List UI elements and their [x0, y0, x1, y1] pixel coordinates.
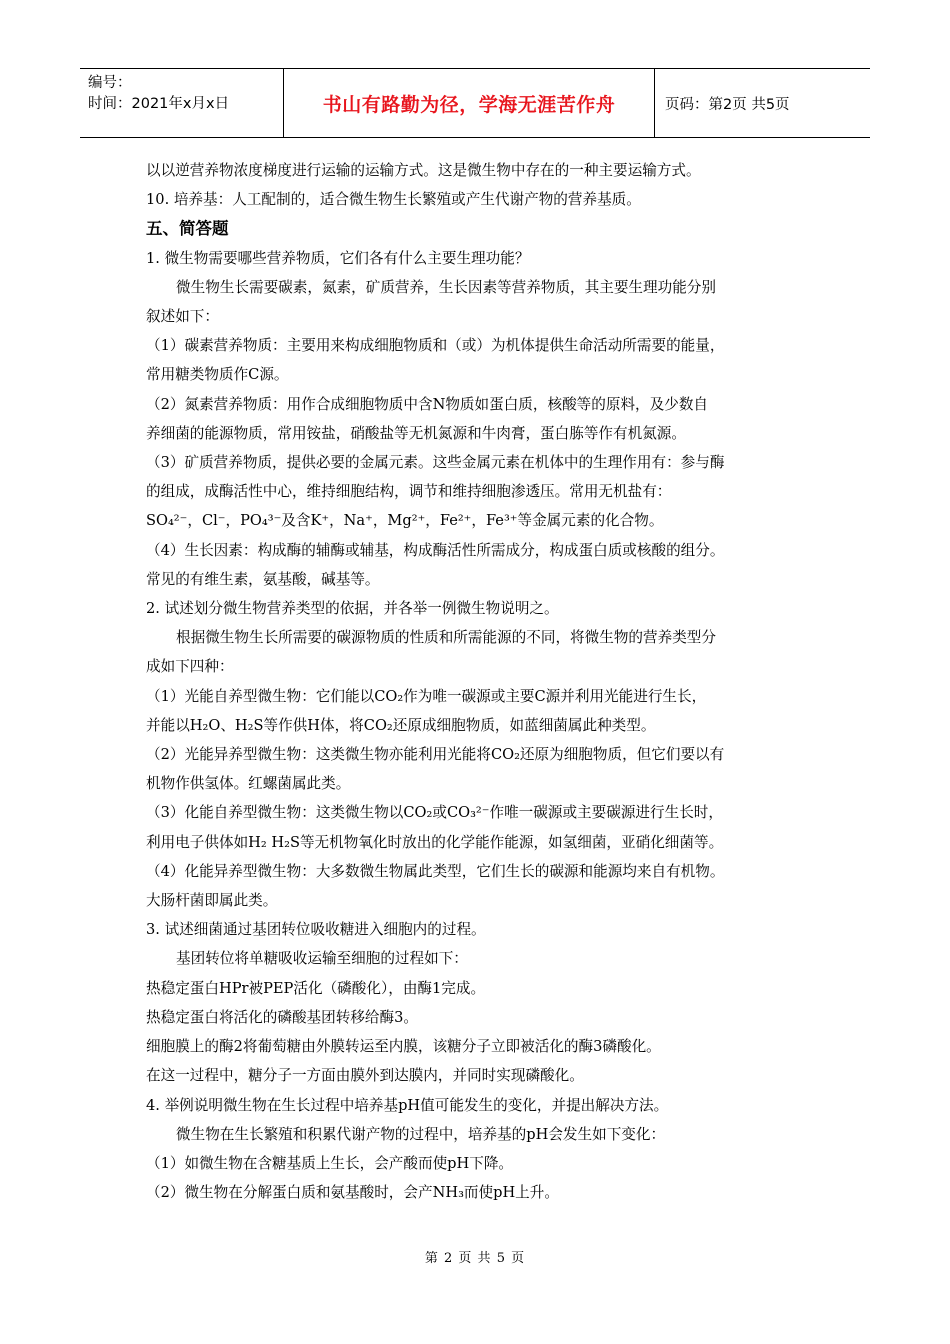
time-label: 时间：2021年x月x日 [88, 96, 230, 112]
text-line: （1）碳素营养物质：主要用来构成细胞物质和（或）为机体提供生命活动所需要的能量， [146, 337, 725, 355]
text-line: 10. 培养基：人工配制的，适合微生物生长繁殖或产生代谢产物的营养基质。 [146, 191, 641, 209]
text-line: （3）化能自养型微生物：这类微生物以CO₂或CO₃²⁻作唯一碳源或主要碳源进行生长时， [146, 804, 723, 822]
text-line: 热稳定蛋白HPr被PEP活化（磷酸化），由酶1完成。 [146, 979, 486, 997]
text-line: 4. 举例说明微生物在生长过程中培养基pH值可能发生的变化，并提出解决方法。 [146, 1096, 669, 1114]
header-page-info: 页码：第2页 共5页 [665, 96, 790, 113]
text-line: 大肠杆菌即属此类。 [146, 892, 278, 910]
page-footer: 第 2 页 共 5 页 [424, 1251, 526, 1266]
header-meta [80, 69, 283, 137]
text-line: 的组成，成酶活性中心，维持细胞结构，调节和维持细胞渗透压。常用无机盐有： [146, 483, 672, 501]
text-line: 3. 试述细菌通过基团转位吸收糖进入细胞内的过程。 [146, 921, 486, 939]
text-line: （4）生长因素：构成酶的辅酶或辅基，构成酶活性所需成分，构成蛋白质或核酸的组分。 [146, 541, 725, 559]
text-line: 利用电子供体如H₂ H₂S等无机物氧化时放出的化学能作能源，如氢细菌，亚硝化细菌等。 [146, 833, 724, 851]
text-line: （1）如微生物在含糖基质上生长，会产酸而使pH下降。 [146, 1154, 514, 1172]
text-line: 2. 试述划分微生物营养类型的依据，并各举一例微生物说明之。 [146, 600, 559, 618]
text-line: 细胞膜上的酶2将葡萄糖由外膜转运至内膜，该糖分子立即被活化的酶3磷酸化。 [146, 1038, 661, 1056]
page-header [80, 68, 870, 138]
text-line: 在这一过程中，糖分子一方面由膜外到达膜内，并同时实现磷酸化。 [146, 1067, 584, 1085]
text-line: 基团转位将单糖吸收运输至细胞的过程如下： [176, 950, 468, 968]
number-label: 编号： [88, 75, 132, 91]
text-line: 热稳定蛋白将活化的磷酸基团转移给酶3。 [146, 1008, 418, 1026]
text-line: 机物作供氢体。红螺菌属此类。 [146, 775, 351, 793]
text-line: 并能以H₂O、H₂S等作供H体，将CO₂还原成细胞物质，如蓝细菌属此种类型。 [146, 716, 656, 734]
text-line: （4）化能异养型微生物：大多数微生物属此类型，它们生长的碳源和能源均来自有机物。 [146, 862, 725, 880]
section-heading: 五、简答题 [146, 219, 229, 239]
text-line: 常用糖类物质作C源。 [146, 366, 289, 384]
text-line: 叙述如下： [146, 308, 219, 326]
text-line: 成如下四种： [146, 658, 234, 676]
text-line: 微生物生长需要碳素，氮素，矿质营养，生长因素等营养物质，其主要生理功能分别 [176, 278, 716, 296]
text-line: 1. 微生物需要哪些营养物质，它们各有什么主要生理功能？ [146, 249, 530, 267]
text-line: （2）氮素营养物质：用作合成细胞物质中含N物质如蛋白质，核酸等的原料，及少数自 [146, 395, 709, 413]
text-line: 以以逆营养物浓度梯度进行运输的运输方式。这是微生物中存在的一种主要运输方式。 [146, 162, 701, 179]
text-line: （2）微生物在分解蛋白质和氨基酸时，会产NH₃而使pH上升。 [146, 1184, 559, 1202]
text-line: 养细菌的能源物质，常用铵盐，硝酸盐等无机氮源和牛肉膏，蛋白胨等作有机氮源。 [146, 424, 686, 442]
text-line: 根据微生物生长所需要的碳源物质的性质和所需能源的不同，将微生物的营养类型分 [176, 629, 716, 647]
text-line: 常见的有维生素，氨基酸，碱基等。 [146, 570, 380, 588]
header-motto: 书山有路勤为径，学海无涯苦作舟 [283, 69, 655, 137]
text-line: SO₄²⁻，Cl⁻，PO₄³⁻及含K⁺，Na⁺，Mg²⁺，Fe²⁺，Fe³⁺等金属元素的化合物。 [146, 512, 664, 530]
text-line: （2）光能异养型微生物：这类微生物亦能利用光能将CO₂还原为细胞物质，但它们要以有 [146, 746, 725, 764]
text-line: （3）矿质营养物质，提供必要的金属元素。这些金属元素在机体中的生理作用有：参与酶 [146, 454, 725, 472]
text-line: （1）光能自养型微生物：它们能以CO₂作为唯一碳源或主要C源并利用光能进行生长， [146, 687, 707, 705]
text-line: 微生物在生长繁殖和积累代谢产物的过程中，培养基的pH会发生如下变化： [176, 1125, 666, 1143]
document-body [146, 156, 806, 1207]
